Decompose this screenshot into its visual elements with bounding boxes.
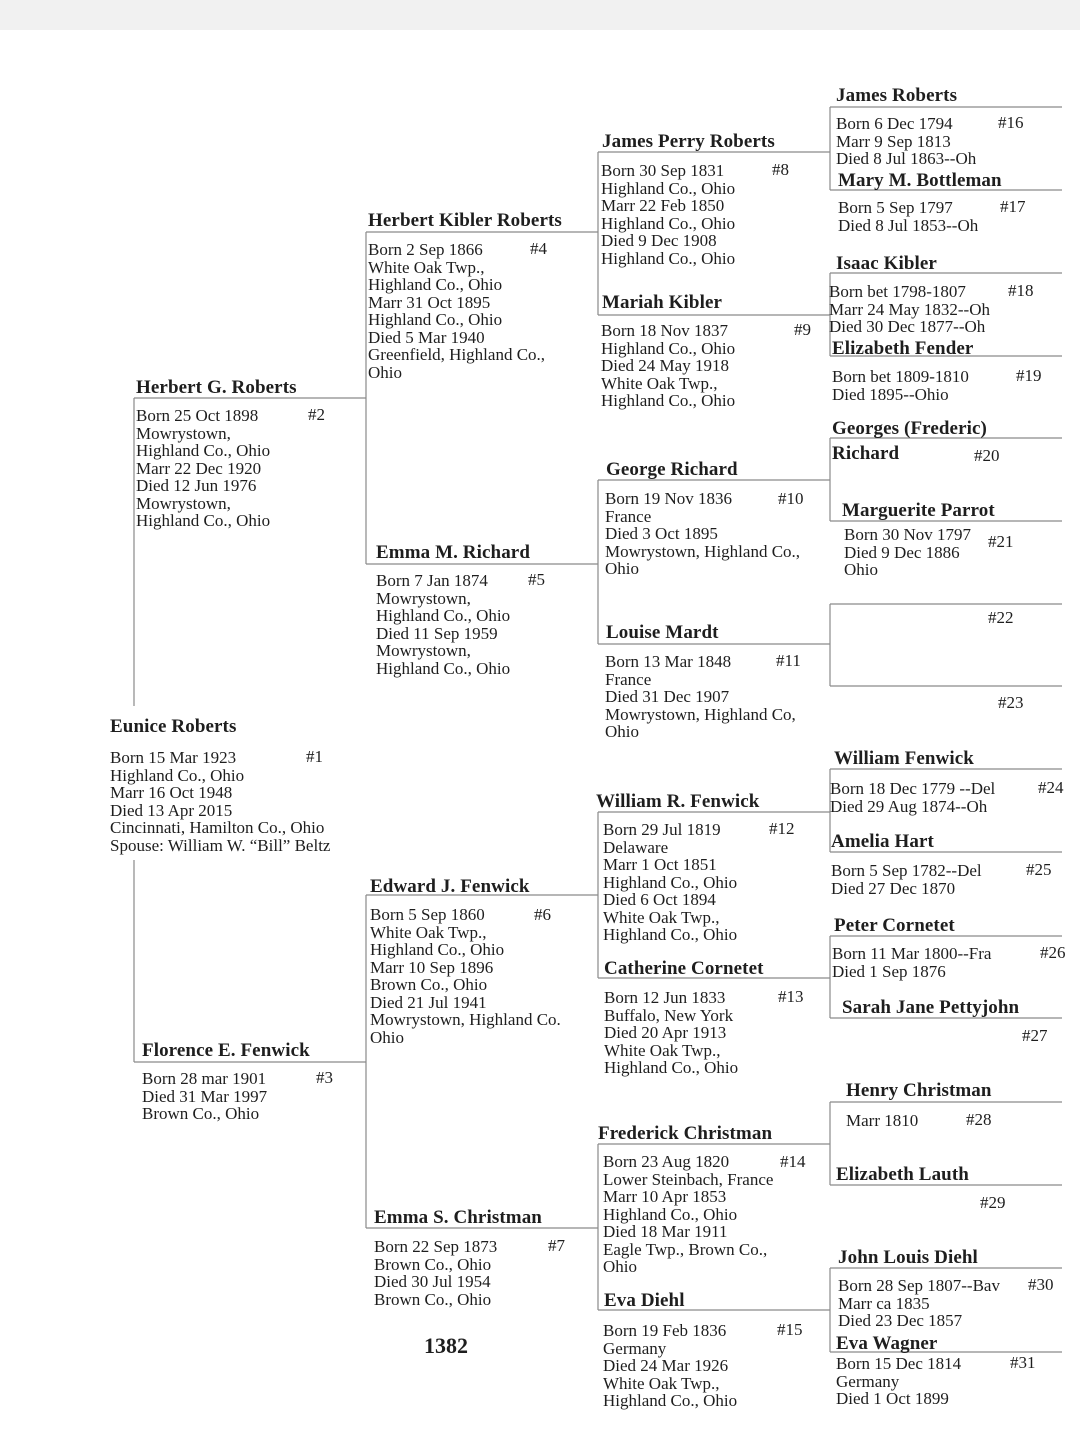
person-16-number: #16 <box>998 113 1024 132</box>
detail-line: Ohio <box>368 362 402 382</box>
detail-line: Highland Co., Ohio <box>136 511 271 530</box>
detail-line: Eagle Twp., Brown Co., <box>603 1239 768 1259</box>
detail-line: Died 9 Dec 1908 <box>601 231 717 250</box>
person-2-number: #2 <box>308 405 325 424</box>
detail-line: Highland Co., Ohio <box>376 658 511 678</box>
person-8-name: James Perry Roberts <box>602 131 775 152</box>
detail-line: Died 31 Dec 1907 <box>605 687 730 706</box>
detail-line: Highland Co., Ohio <box>601 248 736 268</box>
person-10-details <box>605 490 800 578</box>
detail-line: Brown Co., Ohio <box>374 1289 492 1309</box>
detail-line: Marr 22 Dec 1920 <box>136 458 262 478</box>
detail-line: White Oak Twp., <box>604 1040 721 1060</box>
person-11-number: #11 <box>776 651 801 670</box>
detail-line: Highland Co., Ohio <box>136 441 271 460</box>
detail-line: White Oak Twp., <box>603 907 720 927</box>
detail-line: Born 15 Dec 1814 <box>836 1354 962 1373</box>
person-10-name: George Richard <box>606 459 738 480</box>
detail-line: Died 31 Mar 1997 <box>142 1086 268 1106</box>
person-5-name: Emma M. Richard <box>376 542 531 563</box>
detail-line: Highland Co., Ohio <box>370 940 505 959</box>
person-9-details <box>601 322 735 410</box>
person-27-name: Sarah Jane Pettyjohn <box>842 997 1020 1018</box>
detail-line: White Oak Twp., <box>603 1373 720 1393</box>
person-17-number: #17 <box>1000 197 1026 216</box>
person-24-name: William Fenwick <box>834 748 974 769</box>
person-1-number: #1 <box>306 747 323 766</box>
detail-line: Died 1895--Ohio <box>832 384 949 404</box>
detail-line: Born 15 Mar 1923 <box>110 748 237 767</box>
person-21-number: #21 <box>988 532 1014 551</box>
person-19-name: Elizabeth Fender <box>832 338 974 359</box>
person-28-number: #28 <box>966 1110 992 1129</box>
person-20-number: #20 <box>974 446 1000 465</box>
detail-line: Brown Co., Ohio <box>142 1104 260 1123</box>
detail-line: Died 24 Mar 1926 <box>603 1356 729 1375</box>
detail-line: Brown Co., Ohio <box>374 1254 492 1274</box>
detail-line: Born 2 Sep 1866 <box>368 240 483 259</box>
detail-line: Died 30 Dec 1877--Oh <box>829 317 986 336</box>
detail-line: Died 18 Mar 1911 <box>603 1222 728 1241</box>
detail-line: Brown Co., Ohio <box>370 975 488 994</box>
person-3-name: Florence E. Fenwick <box>142 1040 310 1061</box>
detail-line: Died 29 Aug 1874--Oh <box>830 796 988 816</box>
person-19-number: #19 <box>1016 366 1042 385</box>
person-6-name: Edward J. Fenwick <box>370 876 530 897</box>
detail-line: Marr 1 Oct 1851 <box>603 855 717 874</box>
detail-line: Died 21 Jul 1941 <box>370 992 487 1012</box>
person-31-number: #31 <box>1010 1353 1036 1372</box>
person-14-name: Frederick Christman <box>598 1123 773 1144</box>
detail-line: Born 30 Sep 1831 <box>601 161 725 180</box>
person-16-details <box>836 115 976 168</box>
person-27-number: #27 <box>1022 1026 1048 1045</box>
detail-line: Born 6 Dec 1794 <box>836 114 953 133</box>
detail-line: Born 29 Jul 1819 <box>603 820 721 839</box>
detail-line: Highland Co., Ohio <box>604 1058 739 1077</box>
detail-line: Greenfield, Highland Co., <box>368 345 546 364</box>
person-30-details <box>838 1277 1000 1330</box>
person-25-details <box>831 862 982 897</box>
person-29-number: #29 <box>980 1193 1006 1212</box>
detail-line: Marr 10 Apr 1853 <box>603 1187 727 1206</box>
person-23-number: #23 <box>998 693 1024 712</box>
detail-line: Born 18 Dec 1779 --Del <box>830 779 996 798</box>
person-21-name: Marguerite Parrot <box>842 500 995 521</box>
person-21-details <box>844 526 971 579</box>
detail-line: Highland Co., Ohio <box>368 310 503 329</box>
person-13-details <box>604 989 738 1077</box>
detail-line: Mowrystown, <box>376 641 471 660</box>
detail-line: Ohio <box>605 559 639 578</box>
detail-line: Ohio <box>844 560 878 579</box>
person-13-name: Catherine Cornetet <box>604 958 764 979</box>
person-11-name: Louise Mardt <box>606 622 719 643</box>
detail-line: Highland Co., Ohio <box>368 275 503 294</box>
detail-line: Died 3 Oct 1895 <box>605 524 718 543</box>
person-1-details <box>110 749 330 854</box>
person-2-details <box>136 407 270 530</box>
person-15-details <box>603 1322 737 1410</box>
person-6-details <box>370 906 561 1046</box>
detail-line: Spouse: William W. “Bill” Beltz <box>110 835 331 855</box>
detail-line: Mowrystown, <box>376 588 471 608</box>
detail-line: Highland Co., Ohio <box>110 765 245 785</box>
detail-line: Died 11 Sep 1959 <box>376 623 498 643</box>
detail-line: Mowrystown, Highland Co. <box>370 1010 561 1029</box>
detail-line: Marr 31 Oct 1895 <box>368 292 491 312</box>
detail-line: Highland Co., Ohio <box>603 872 738 892</box>
person-28-name: Henry Christman <box>846 1080 992 1101</box>
detail-line: Delaware <box>603 837 669 857</box>
person-15-number: #15 <box>777 1320 803 1339</box>
detail-line: Ohio <box>603 1257 637 1276</box>
detail-line: Mowrystown, <box>136 493 231 513</box>
detail-line: Marr 24 May 1832--Oh <box>829 299 990 319</box>
person-20-name-line2: Richard <box>832 443 900 464</box>
detail-line: Highland Co., Ohio <box>603 1204 738 1224</box>
person-30-name: John Louis Diehl <box>838 1247 978 1268</box>
person-12-number: #12 <box>769 819 795 838</box>
detail-line: White Oak Twp., <box>370 922 487 942</box>
detail-line: Lower Steinbach, France <box>603 1169 774 1189</box>
person-2-name: Herbert G. Roberts <box>136 377 297 398</box>
person-13-number: #13 <box>778 987 804 1006</box>
person-7-number: #7 <box>548 1236 565 1255</box>
detail-line: Died 6 Oct 1894 <box>603 890 716 909</box>
person-1-name: Eunice Roberts <box>110 716 237 737</box>
person-29-name: Elizabeth Lauth <box>836 1164 969 1185</box>
detail-line: Born 5 Sep 1782--Del <box>831 861 982 880</box>
person-14-number: #14 <box>780 1152 806 1171</box>
detail-line: Died 23 Dec 1857 <box>838 1311 963 1330</box>
detail-line: Marr 16 Oct 1948 <box>110 783 233 802</box>
detail-line: Born bet 1809-1810 <box>832 367 969 386</box>
detail-line: Born 28 mar 1901 <box>142 1069 267 1088</box>
detail-line: Died 1 Sep 1876 <box>832 961 946 981</box>
detail-line: Born 18 Nov 1837 <box>601 321 729 340</box>
detail-line: Born 25 Oct 1898 <box>136 406 259 425</box>
detail-line: France <box>605 506 652 526</box>
person-4-details <box>368 241 545 381</box>
detail-line: Highland Co., Ohio <box>603 1391 738 1410</box>
detail-line: Born 11 Mar 1800--Fra <box>832 944 992 963</box>
person-6-number: #6 <box>534 905 551 924</box>
person-3-details <box>142 1070 267 1123</box>
person-24-details <box>830 780 995 815</box>
detail-line: Marr 1810 <box>846 1111 919 1130</box>
detail-line: Born bet 1798-1807 <box>829 282 966 301</box>
detail-line: Born 30 Nov 1797 <box>844 525 972 544</box>
person-19-details <box>832 368 969 403</box>
detail-line: Marr 10 Sep 1896 <box>370 957 494 977</box>
person-24-number: #24 <box>1038 778 1064 797</box>
person-26-name: Peter Cornetet <box>834 915 955 936</box>
person-25-number: #25 <box>1026 860 1052 879</box>
person-28-details <box>846 1112 918 1130</box>
person-14-details <box>603 1153 773 1276</box>
person-7-details <box>374 1238 497 1308</box>
person-10-number: #10 <box>778 489 804 508</box>
detail-line: Highland Co., Ohio <box>601 213 736 233</box>
detail-line: Ohio <box>370 1027 404 1047</box>
detail-line: Born 12 Jun 1833 <box>604 988 726 1007</box>
person-5-details <box>376 572 510 677</box>
detail-line: Mowrystown, Highland Co., <box>605 541 801 561</box>
person-4-name: Herbert Kibler Roberts <box>368 210 562 231</box>
detail-line: White Oak Twp., <box>368 257 485 277</box>
person-18-number: #18 <box>1008 281 1034 300</box>
person-4-number: #4 <box>530 239 547 258</box>
person-12-details <box>603 821 737 944</box>
detail-line: Died 8 Jul 1853--Oh <box>838 215 979 235</box>
detail-line: Highland Co., Ohio <box>376 606 511 625</box>
detail-line: Died 30 Jul 1954 <box>374 1272 491 1291</box>
detail-line: Highland Co., Ohio <box>601 178 736 198</box>
detail-line: Born 23 Aug 1820 <box>603 1152 730 1171</box>
person-22-number: #22 <box>988 608 1014 627</box>
detail-line: Buffalo, New York <box>604 1005 734 1025</box>
detail-line: France <box>605 669 652 689</box>
detail-line: Marr 22 Feb 1850 <box>601 196 725 215</box>
person-8-details <box>601 162 735 267</box>
detail-line: Died 5 Mar 1940 <box>368 327 485 347</box>
person-30-number: #30 <box>1028 1275 1054 1294</box>
person-25-name: Amelia Hart <box>831 831 934 852</box>
person-18-details <box>829 283 990 336</box>
person-20-name: Georges (Frederic) <box>832 418 987 439</box>
detail-line: Highland Co., Ohio <box>601 391 736 410</box>
detail-line: Died 13 Apr 2015 <box>110 800 233 820</box>
person-26-details <box>832 945 991 980</box>
person-31-details <box>836 1355 961 1408</box>
detail-line: Ohio <box>605 722 639 741</box>
detail-line: Born 28 Sep 1807--Bav <box>838 1276 1000 1295</box>
person-16-name: James Roberts <box>836 85 958 106</box>
person-9-name: Mariah Kibler <box>602 292 723 313</box>
detail-line: Died 9 Dec 1886 <box>844 542 960 562</box>
detail-line: Died 20 Apr 1913 <box>604 1023 727 1042</box>
person-11-details <box>605 653 796 741</box>
person-18-name: Isaac Kibler <box>836 253 937 274</box>
detail-line: Mowrystown, <box>136 423 231 443</box>
detail-line: Born 19 Nov 1836 <box>605 489 733 508</box>
person-7-name: Emma S. Christman <box>374 1207 542 1228</box>
detail-line: Born 7 Jan 1874 <box>376 571 488 590</box>
detail-line: Died 8 Jul 1863--Oh <box>836 149 977 168</box>
detail-line: Cincinnati, Hamilton Co., Ohio <box>110 818 325 837</box>
detail-line: Marr ca 1835 <box>838 1293 930 1313</box>
detail-line: Marr 9 Sep 1813 <box>836 131 951 151</box>
person-8-number: #8 <box>772 160 789 179</box>
person-17-details <box>838 199 978 234</box>
detail-line: Mowrystown, Highland Co, <box>605 704 796 724</box>
person-15-name: Eva Diehl <box>604 1290 685 1311</box>
detail-line: Germany <box>836 1371 900 1391</box>
detail-line: Born 5 Sep 1860 <box>370 905 485 924</box>
detail-line: Born 22 Sep 1873 <box>374 1237 498 1256</box>
detail-line: Born 5 Sep 1797 <box>838 198 953 217</box>
person-26-number: #26 <box>1040 943 1066 962</box>
detail-line: Highland Co., Ohio <box>601 338 736 358</box>
page-number: 1382 <box>424 1333 468 1358</box>
detail-line: Born 19 Feb 1836 <box>603 1321 727 1340</box>
person-12-name: William R. Fenwick <box>596 791 760 812</box>
detail-line: Germany <box>603 1338 667 1358</box>
detail-line: Died 27 Dec 1870 <box>831 878 956 898</box>
detail-line: Died 24 May 1918 <box>601 356 729 375</box>
person-17-name: Mary M. Bottleman <box>838 170 1002 191</box>
person-9-number: #9 <box>794 320 811 339</box>
detail-line: Highland Co., Ohio <box>603 925 738 944</box>
person-3-number: #3 <box>316 1068 333 1087</box>
person-5-number: #5 <box>528 570 545 589</box>
person-31-name: Eva Wagner <box>836 1333 938 1354</box>
detail-line: Died 12 Jun 1976 <box>136 476 257 495</box>
detail-line: Died 1 Oct 1899 <box>836 1389 949 1408</box>
detail-line: White Oak Twp., <box>601 373 718 393</box>
detail-line: Born 13 Mar 1848 <box>605 652 732 671</box>
